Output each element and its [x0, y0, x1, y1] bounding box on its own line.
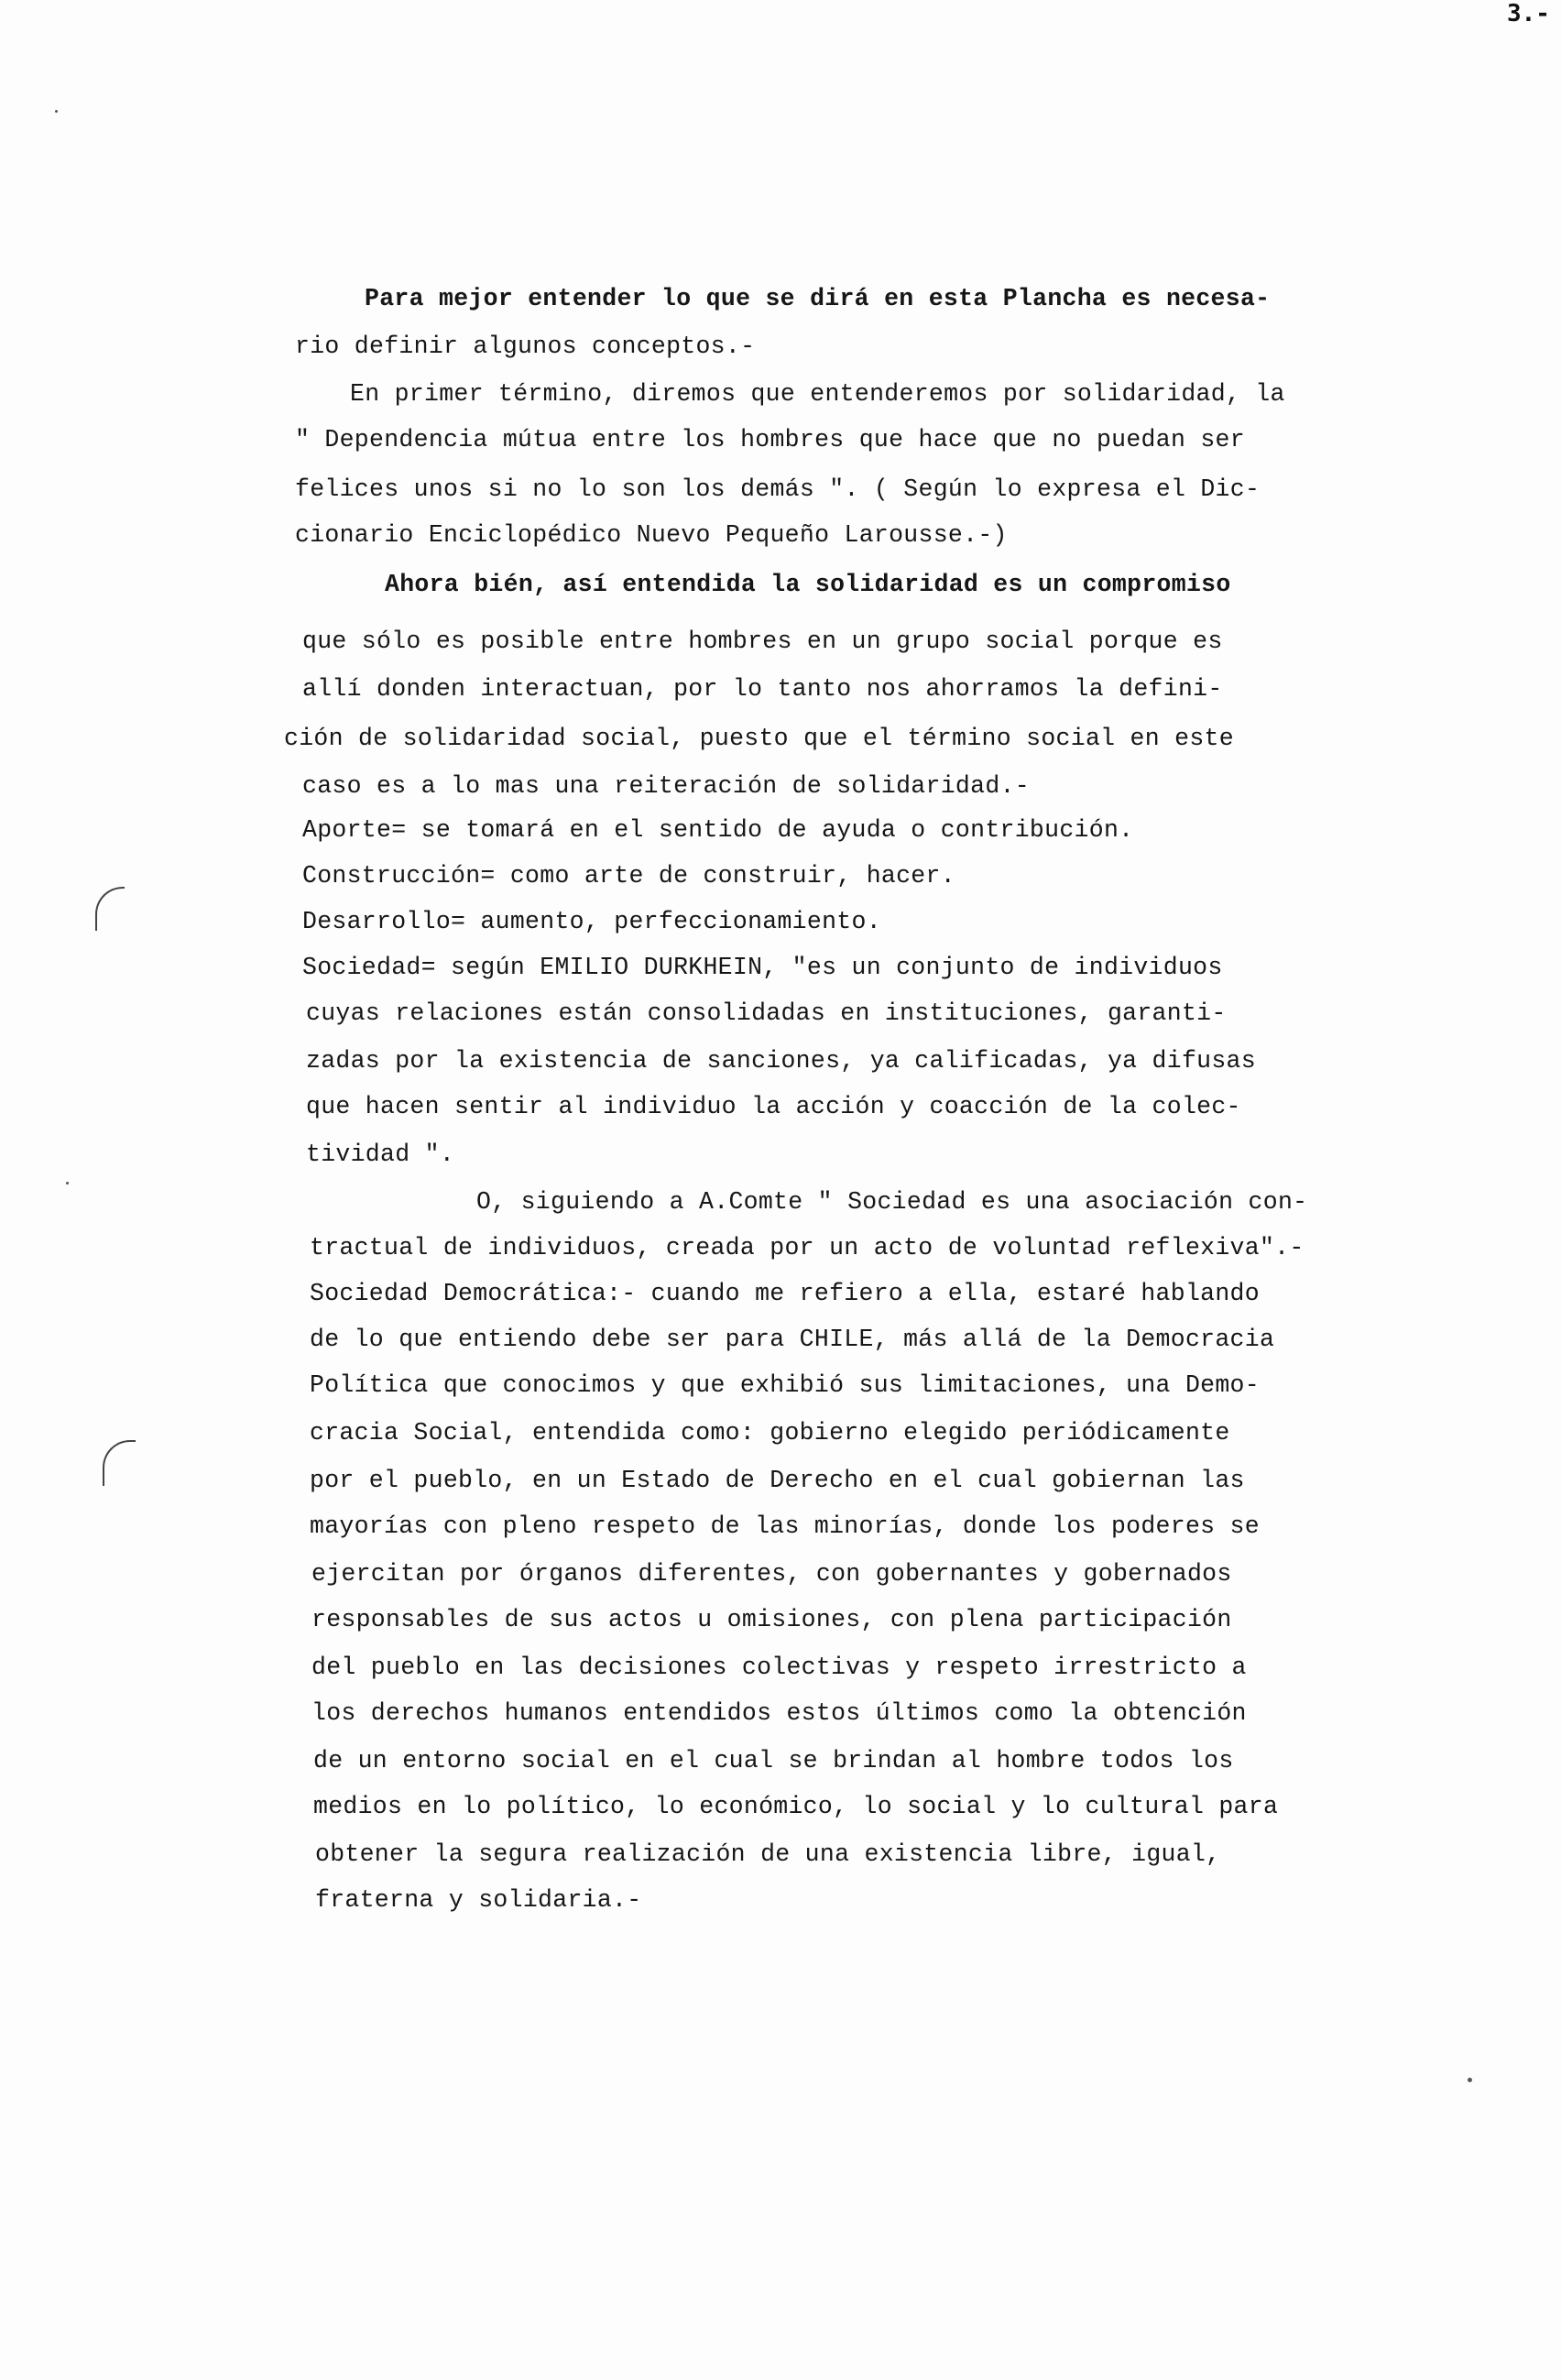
margin-pencil-mark	[103, 1440, 136, 1486]
text-line: ejercitan por órganos diferentes, con gobernantes y gobernados	[311, 1560, 1232, 1588]
text-line: tividad ".	[306, 1141, 455, 1168]
text-line: Ahora bién, así entendida la solidaridad es un compromiso	[385, 571, 1231, 598]
text-line: allí donden interactuan, por lo tanto nos ahorramos la defini-	[302, 675, 1223, 703]
text-line: cionario Enciclopédico Nuevo Pequeño Larousse.-)	[295, 521, 1008, 549]
scan-speck	[1468, 2078, 1472, 2082]
text-line: de lo que entiendo debe ser para CHILE, más allá de la Democracia	[310, 1326, 1275, 1353]
text-line: En primer término, diremos que entenderemos por solidaridad, la	[350, 380, 1285, 408]
text-line: por el pueblo, en un Estado de Derecho en el cual gobiernan las	[310, 1467, 1245, 1494]
text-line: caso es a lo mas una reiteración de solidaridad.-	[302, 772, 1030, 800]
text-line: Construcción= como arte de construir, hacer.	[302, 862, 955, 890]
text-line: responsables de sus actos u omisiones, con plena participación	[311, 1606, 1232, 1633]
text-line: rio definir algunos conceptos.-	[295, 333, 756, 360]
text-line: Sociedad Democrática:- cuando me refiero a ella, estaré hablando	[310, 1280, 1260, 1307]
text-line: mayorías con pleno respeto de las minorías, donde los poderes se	[310, 1512, 1260, 1540]
text-line: obtener la segura realización de una existencia libre, igual,	[315, 1840, 1221, 1868]
text-line: que hacen sentir al individuo la acción y coacción de la colec-	[306, 1093, 1241, 1120]
text-line: Política que conocimos y que exhibió sus limitaciones, una Demo-	[310, 1371, 1260, 1399]
page-number: 3.-	[1507, 0, 1550, 27]
scan-speck	[55, 110, 58, 113]
text-line: Sociedad= según EMILIO DURKHEIN, "es un conjunto de individuos	[302, 954, 1223, 981]
text-line: felices unos si no lo son los demás ". ( Según lo expresa el Dic-	[295, 475, 1261, 503]
text-line: de un entorno social en el cual se brindan al hombre todos los	[313, 1747, 1234, 1774]
text-line: tractual de individuos, creada por un acto de voluntad reflexiva".-	[310, 1234, 1304, 1261]
text-line: del pueblo en las decisiones colectivas y respeto irrestricto a	[311, 1654, 1247, 1681]
text-line: ción de solidaridad social, puesto que el término social en este	[284, 725, 1234, 752]
text-line: O, siguiendo a A.Comte " Sociedad es una asociación con-	[476, 1188, 1308, 1216]
margin-pencil-mark	[95, 887, 125, 931]
scan-speck	[66, 1182, 69, 1185]
text-line: zadas por la existencia de sanciones, ya calificadas, ya difusas	[306, 1047, 1256, 1075]
text-line: Para mejor entender lo que se dirá en esta Plancha es necesa-	[365, 285, 1271, 312]
text-line: cracia Social, entendida como: gobierno elegido periódicamente	[310, 1419, 1230, 1447]
text-line: " Dependencia mútua entre los hombres que hace que no puedan ser	[295, 426, 1245, 453]
text-line: Desarrollo= aumento, perfeccionamiento.	[302, 908, 881, 935]
text-line: cuyas relaciones están consolidadas en instituciones, garanti-	[306, 999, 1227, 1027]
text-line: los derechos humanos entendidos estos últimos como la obtención	[311, 1699, 1247, 1727]
text-line: Aporte= se tomará en el sentido de ayuda o contribución.	[302, 816, 1134, 844]
text-line: fraterna y solidaria.-	[315, 1886, 642, 1914]
text-line: medios en lo político, lo económico, lo social y lo cultural para	[313, 1793, 1279, 1820]
text-line: que sólo es posible entre hombres en un grupo social porque es	[302, 628, 1223, 655]
